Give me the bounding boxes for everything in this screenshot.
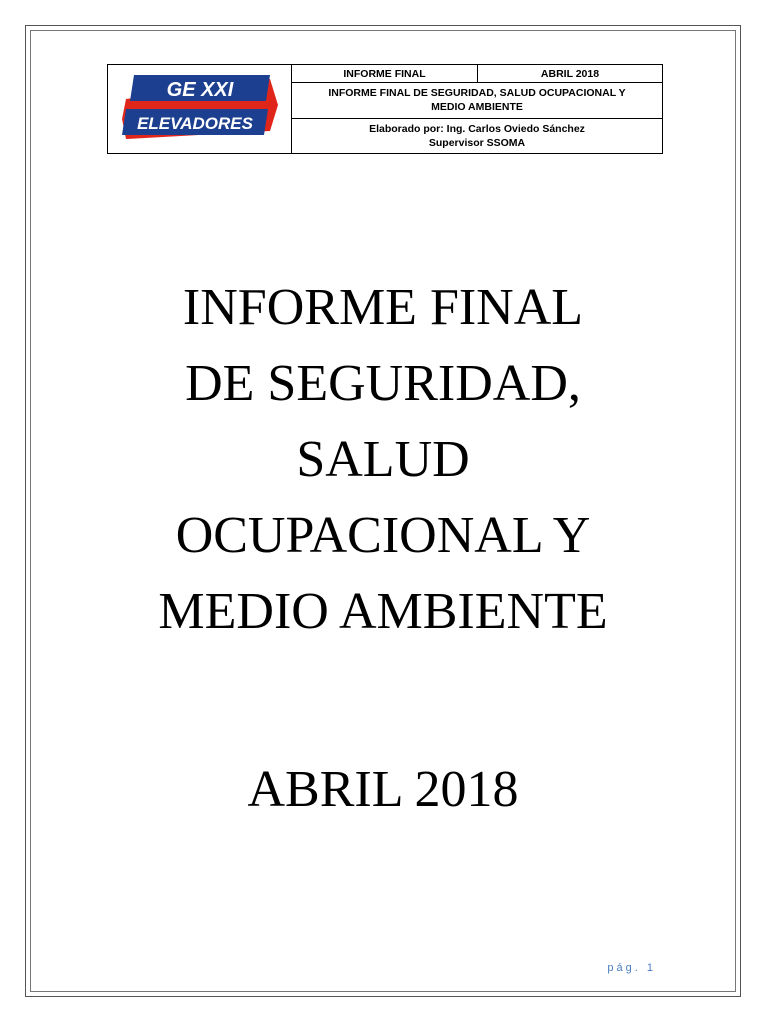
title-line: MEDIO AMBIENTE [158, 583, 608, 640]
logo-text-line2: ELEVADORES [137, 114, 253, 133]
title-line: INFORME FINAL [182, 279, 584, 336]
doc-type-cell: INFORME FINAL [292, 65, 478, 83]
title-line: SALUD [296, 431, 470, 488]
page-number: pág. 1 [607, 962, 656, 974]
document-date: ABRIL 2018 [247, 761, 519, 818]
company-logo [120, 71, 280, 143]
logo-text-line1: GE XXI [166, 79, 234, 101]
doc-subject-cell: INFORME FINAL DE SEGURIDAD, SALUD OCUPACIONAL Y MEDIO AMBIENTE [292, 83, 663, 118]
logo-cell [108, 65, 292, 154]
author-cell [292, 118, 663, 153]
title-line: OCUPACIONAL Y [175, 507, 591, 564]
header-table [107, 64, 663, 154]
document-title [100, 270, 666, 650]
title-line: DE SEGURIDAD, [185, 355, 581, 412]
doc-date-cell: ABRIL 2018 [478, 65, 663, 83]
author-line: Elaborado por: Ing. Carlos Oviedo Sánchez [369, 122, 585, 135]
author-role: Supervisor SSOMA [428, 136, 526, 149]
